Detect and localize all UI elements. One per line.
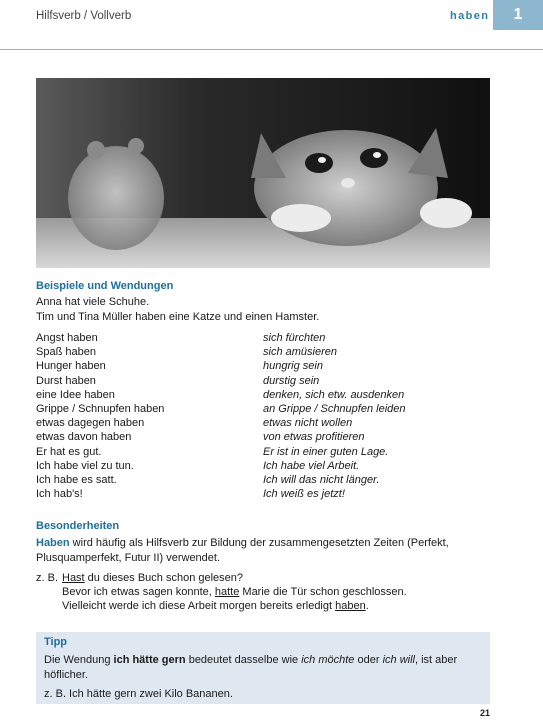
phrase-gloss: hungrig sein [263,360,323,373]
tipp-italic-phrase: ich möchte [301,654,355,666]
phrase-row [36,446,476,460]
tipp-text [44,653,480,682]
cat-hamster-photo [36,78,490,268]
example-pre: Bevor ich etwas sagen konnte, [62,586,215,598]
phrase-gloss: Er ist in einer guten Lage. [263,445,389,458]
section-title: Hilfsverb / Vollverb [36,10,132,22]
page-number: 21 [480,708,491,718]
tipp-heading: Tipp [44,636,68,648]
phrase-german: Ich hab's! [36,488,83,501]
phrase-gloss: etwas nicht wollen [263,417,353,430]
phrase-german: Durst haben [36,374,96,387]
phrase-row [36,360,476,374]
special-example-2 [62,586,407,598]
phrase-table [36,332,476,502]
phrase-german: Ich habe es satt. [36,473,117,486]
tipp-example: z. B. Ich hätte gern zwei Kilo Bananen. [44,688,233,700]
verb-highlight: haben [335,600,366,612]
phrase-gloss: durstig sein [263,374,320,387]
verb-highlight: Hast [62,572,85,584]
tipp-text-part: , ist aber höflicher. [44,654,458,681]
phrase-german: Ich habe viel zu tun. [36,459,134,472]
phrase-german: etwas dagegen haben [36,417,145,430]
example-rest: Marie die Tür schon geschlossen. [239,586,407,598]
examples-heading: Beispiele und Wendungen [36,280,174,292]
phrase-gloss: an Grippe / Schnupfen leiden [263,402,406,415]
phrase-german: Angst haben [36,332,98,344]
special-keyword: Haben [36,537,70,549]
phrase-row [36,346,476,360]
phrase-row [36,417,476,431]
example-rest: . [365,600,369,612]
phrase-gloss: sich amüsieren [263,346,337,359]
chapter-tab: 1 [493,0,543,30]
phrase-gloss: sich fürchten [263,332,326,344]
phrase-row [36,474,476,488]
phrase-gloss: denken, sich etw. ausdenken [263,388,405,401]
tipp-text-part: oder [354,654,383,666]
phrase-row [36,403,476,417]
phrase-row [36,389,476,403]
phrase-row [36,488,476,502]
zb-label: z. B. [36,572,59,584]
phrase-german: eine Idee haben [36,388,115,401]
tipp-text-part: bedeutet dasselbe wie [185,654,302,666]
phrase-row [36,332,476,346]
verb-highlight: hatte [214,586,240,598]
phrase-row [36,460,476,474]
phrase-gloss: von etwas profitieren [263,431,365,444]
header-divider [0,49,543,50]
special-text: wird häufig als Hilfsverb zur Bildung der zusammengesetzten Zeiten (Perfekt, Plusquamperfekt, Futur II) verwendet. [36,537,449,564]
example-pre: Vielleicht werde ich diese Arbeit morgen bereits erledigt [62,600,336,612]
example-sentence-2: Tim und Tina Müller haben eine Katze und einen Hamster. [36,311,320,323]
tipp-italic-phrase: ich will [382,654,415,666]
phrase-row [36,375,476,389]
tipp-text-part: Die Wendung [44,654,114,666]
page-header [0,0,543,50]
phrase-german: Grippe / Schnupfen haben [36,402,165,415]
example-sentence-1: Anna hat viele Schuhe. [36,296,150,308]
special-heading: Besonderheiten [36,520,120,532]
phrase-gloss: Ich weiß es jetzt! [263,488,345,501]
special-example-1 [62,572,243,584]
phrase-row [36,431,476,445]
phrase-german: Spaß haben [36,346,96,359]
example-rest: du dieses Buch schon gelesen? [84,572,244,584]
phrase-german: Er hat es gut. [36,445,102,458]
phrase-german: Hunger haben [36,360,106,373]
tipp-box [36,632,490,704]
tipp-bold-phrase: ich hätte gern [113,654,186,666]
phrase-german: etwas davon haben [36,431,132,444]
special-example-3 [62,600,369,612]
special-paragraph [36,536,476,565]
keyword-label: haben [450,10,490,22]
phrase-gloss: Ich habe viel Arbeit. [263,459,360,472]
phrase-gloss: Ich will das nicht länger. [263,473,380,486]
